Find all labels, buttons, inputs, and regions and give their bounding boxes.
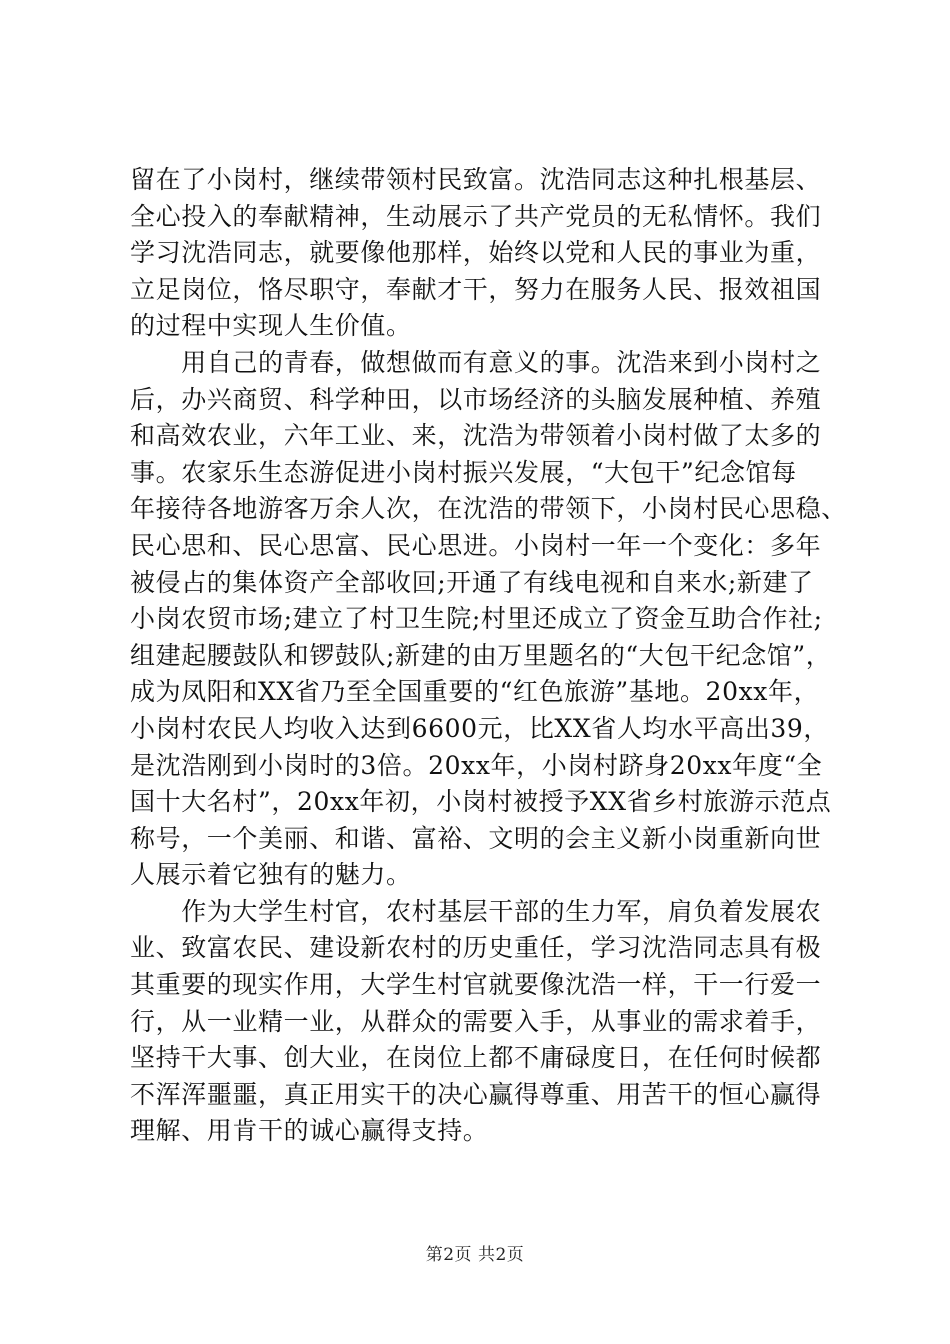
text-line: 全心投入的奉献精神，生动展示了共产党员的无私情怀。我们 [130, 201, 822, 231]
text-line: 学习沈浩同志，就要像他那样，始终以党和人民的事业为重， [130, 238, 822, 268]
body-text [130, 162, 847, 1150]
text-line: 行，从一业精一业，从群众的需要入手，从事业的需求着手， [130, 1006, 822, 1036]
text-line: 的过程中实现人生价值。 [130, 311, 412, 341]
text-line: 被侵占的集体资产全部收回;开通了有线电视和自来水;新建了 [130, 567, 814, 597]
text-line: 小岗村农民人均收入达到6600元，比XX省人均水平高出39， [130, 713, 830, 743]
text-line: 坚持干大事、创大业，在岗位上都不庸碌度日，在任何时候都 [130, 1043, 822, 1073]
text-line: 和高效农业，六年工业、来，沈浩为带领着小岗村做了太多的 [130, 421, 822, 451]
text-line: 是沈浩刚到小岗时的3倍。20xx年，小岗村跻身20xx年度“全 [130, 750, 823, 780]
text-line: 组建起腰鼓队和锣鼓队;新建的由万里题名的“大包干纪念馆”， [130, 640, 832, 670]
text-line: 作为大学生村官，农村基层干部的生力军，肩负着发展农 [130, 896, 822, 926]
text-line: 小岗农贸市场;建立了村卫生院;村里还成立了资金互助合作社; [130, 604, 823, 634]
text-line: 业、致富农民、建设新农村的历史重任，学习沈浩同志具有极 [130, 933, 822, 963]
text-line: 事。农家乐生态游促进小岗村振兴发展，“大包干”纪念馆每 [130, 457, 797, 487]
text-line: 成为凤阳和XX省乃至全国重要的“红色旅游”基地。20xx年， [130, 677, 820, 707]
text-line: 国十大名村”，20xx年初，小岗村被授予XX省乡村旅游示范点 [130, 787, 832, 817]
text-line: 理解、用肯干的诚心赢得支持。 [130, 1116, 489, 1146]
text-line: 用自己的青春，做想做而有意义的事。沈浩来到小岗村之 [130, 347, 822, 377]
page-footer: 第2页 共2页 [425, 1245, 525, 1265]
text-line: 后，办兴商贸、科学种田，以市场经济的头脑发展种植、养殖 [130, 384, 822, 414]
text-line: 不浑浑噩噩，真正用实干的决心赢得尊重、用苦干的恒心赢得 [130, 1079, 822, 1109]
text-line: 人展示着它独有的魅力。 [130, 860, 412, 890]
text-line: 立足岗位，恪尽职守，奉献才干，努力在服务人民、报效祖国 [130, 274, 822, 304]
text-line: 留在了小岗村，继续带领村民致富。沈浩同志这种扎根基层、 [130, 165, 822, 194]
text-line: 其重要的现实作用，大学生村官就要像沈浩一样，干一行爱一 [130, 970, 822, 1000]
text-line: 年接待各地游客万余人次，在沈浩的带领下，小岗村民心思稳、 [130, 494, 847, 524]
text-line: 民心思和、民心思富、民心思进。小岗村一年一个变化：多年 [130, 530, 822, 560]
text-line: 称号，一个美丽、和谐、富裕、文明的会主义新小岗重新向世 [130, 823, 822, 853]
